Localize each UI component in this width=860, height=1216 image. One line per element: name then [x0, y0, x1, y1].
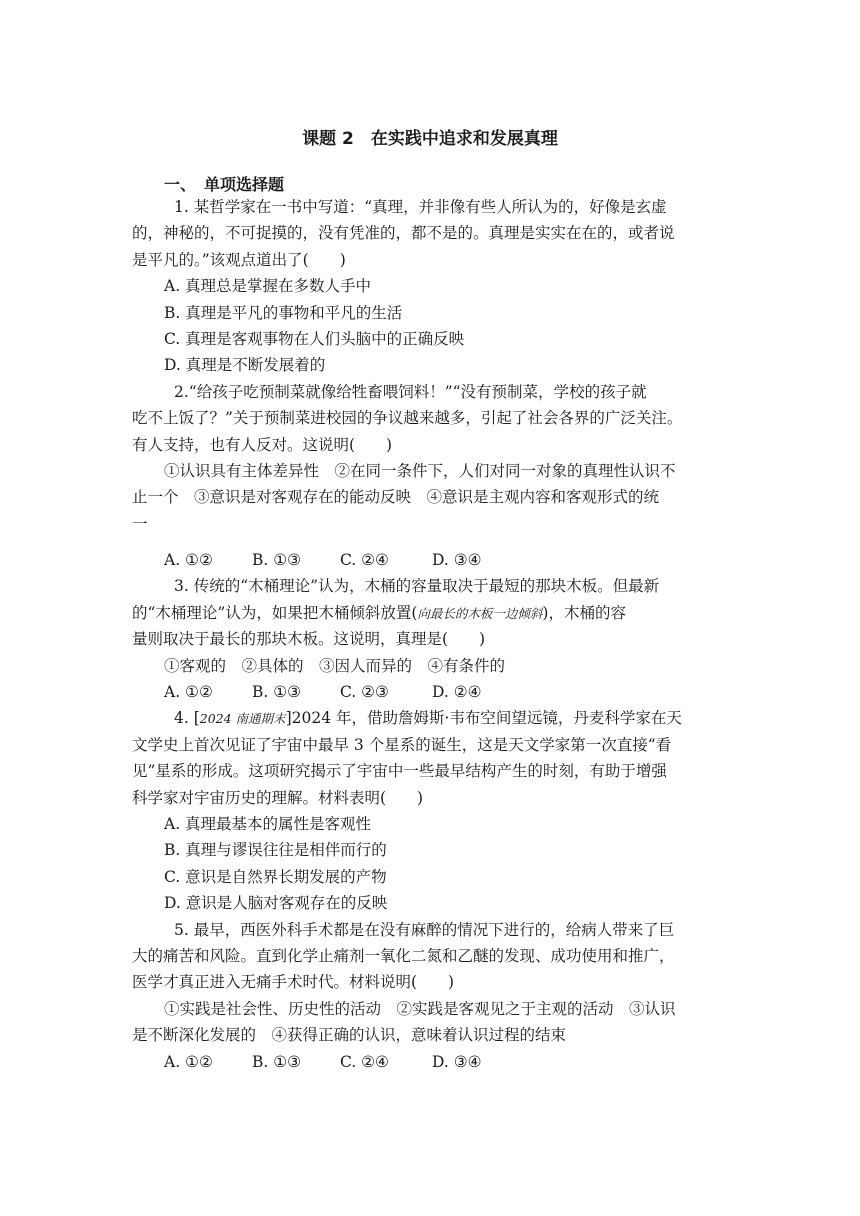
stem-text: 的“木桶理论”认为，如果把木桶倾斜放置( — [132, 603, 418, 622]
options-row — [132, 679, 772, 705]
option-c: C. ②④ — [340, 551, 389, 570]
statement-line: ①认识具有主体差异性 ②在同一条件下，人们对同一对象的真理性认识不 — [164, 461, 676, 480]
option-b: B. 真理是平凡的事物和平凡的生活 — [164, 303, 403, 322]
question-stem-line: 的，神秘的，不可捉摸的，没有凭准的，都不是的。真理是实实在在的，或者说 — [132, 224, 675, 243]
statement-line: ①实践是社会性、历史性的活动 ②实践是客观见之于主观的活动 ③认识 — [164, 999, 676, 1018]
stem-text: ]2024 年，借助詹姆斯·韦布空间望远镜，丹麦科学家在天 — [285, 709, 682, 728]
question-stem-line: 5. 最早，西医外科手术都是在没有麻醉的情况下进行的，给病人带来了巨 — [174, 920, 675, 939]
question-stem-line: 医学才真正进入无痛手术时代。材料说明( ) — [132, 973, 455, 992]
option-c: C. ②③ — [340, 683, 389, 702]
option-a: A. ①② — [164, 683, 213, 702]
question-5 — [132, 917, 772, 1075]
stem-text: 4. [ — [174, 709, 200, 728]
option-b: B. ①③ — [252, 551, 302, 570]
question-stem-line: 1. 某哲学家在一书中写道：“真理，并非像有些人所认为的，好像是玄虚 — [174, 198, 667, 216]
question-2 — [132, 379, 772, 574]
question-stem-line: 量则取决于最长的那块木板。这说明，真理是( ) — [132, 630, 486, 649]
question-stem-line — [132, 705, 772, 731]
question-stem-line: 大的痛苦和风险。直到化学止痛剂一氧化二氮和乙醚的发现、成功使用和推广， — [132, 946, 675, 965]
statement-line: 是不断深化发展的 ④获得正确的认识，意味着认识过程的结束 — [132, 1026, 567, 1045]
question-1 — [132, 194, 772, 379]
question-4 — [132, 705, 772, 916]
option-b: B. ①③ — [252, 683, 302, 702]
statement-line: 止一个 ③意识是对客观存在的能动反映 ④意识是主观内容和客观形式的统 — [132, 488, 660, 507]
option-d: D. 真理是不断发展着的 — [164, 356, 326, 375]
option-d: D. ③④ — [432, 1052, 482, 1071]
option-a: A. 真理最基本的属性是客观性 — [164, 814, 372, 833]
question-stem-line: 科学家对宇宙历史的理解。材料表明( ) — [132, 788, 424, 807]
question-stem-line — [132, 600, 772, 626]
section-heading: 一、 单项选择题 — [164, 175, 285, 194]
question-stem-line: 见”星系的形成。这项研究揭示了宇宙中一些最早结构产生的时刻，有助于增强 — [132, 762, 667, 781]
question-stem-line: 有人支持，也有人反对。这说明( ) — [132, 435, 393, 454]
question-3 — [132, 573, 772, 705]
question-stem-line: 吃不上饭了？”关于预制菜进校园的争议越来越多，引起了社会各界的广泛关注。 — [132, 409, 683, 428]
parenthetical-note: 向最长的木板一边倾斜 — [417, 605, 543, 621]
option-b: B. 真理与谬误往往是相伴而行的 — [164, 841, 387, 860]
question-stem-line: 文学史上首次见证了宇宙中最早 3 个星系的诞生，这是天文学家第一次直接“看 — [132, 735, 672, 754]
option-a: A. ①② — [164, 1052, 213, 1071]
option-c: C. 意识是自然界长期发展的产物 — [164, 867, 387, 886]
question-body — [132, 194, 772, 1075]
option-d: D. ②④ — [432, 683, 482, 702]
question-stem-line: 2.“给孩子吃预制菜就像给牲畜喂饲料！”“没有预制菜，学校的孩子就 — [174, 382, 647, 401]
statement-line: 一 — [132, 514, 148, 533]
option-b: B. ①③ — [252, 1052, 302, 1071]
statement-line: ①客观的 ②具体的 ③因人而异的 ④有条件的 — [164, 656, 506, 675]
option-c: C. ②④ — [340, 1052, 389, 1071]
option-c: C. 真理是客观事物在人们头脑中的正确反映 — [164, 329, 465, 348]
page-title: 课题 2 在实践中追求和发展真理 — [302, 129, 558, 149]
options-row — [132, 1049, 772, 1075]
question-stem-line: 3. 传统的“木桶理论”认为，木桶的容量取决于最短的那块木板。但最新 — [174, 577, 660, 596]
option-a: A. 真理总是掌握在多数人手中 — [164, 277, 372, 296]
question-stem-line: 是平凡的。”该观点道出了( ) — [132, 250, 346, 269]
options-row — [132, 547, 772, 573]
stem-text: )，木桶的容 — [542, 603, 626, 622]
source-tag: 2024 南通期末 — [199, 711, 286, 727]
option-d: D. 意识是人脑对客观存在的反映 — [164, 894, 388, 913]
option-a: A. ①② — [164, 551, 213, 570]
option-d: D. ③④ — [432, 551, 482, 570]
